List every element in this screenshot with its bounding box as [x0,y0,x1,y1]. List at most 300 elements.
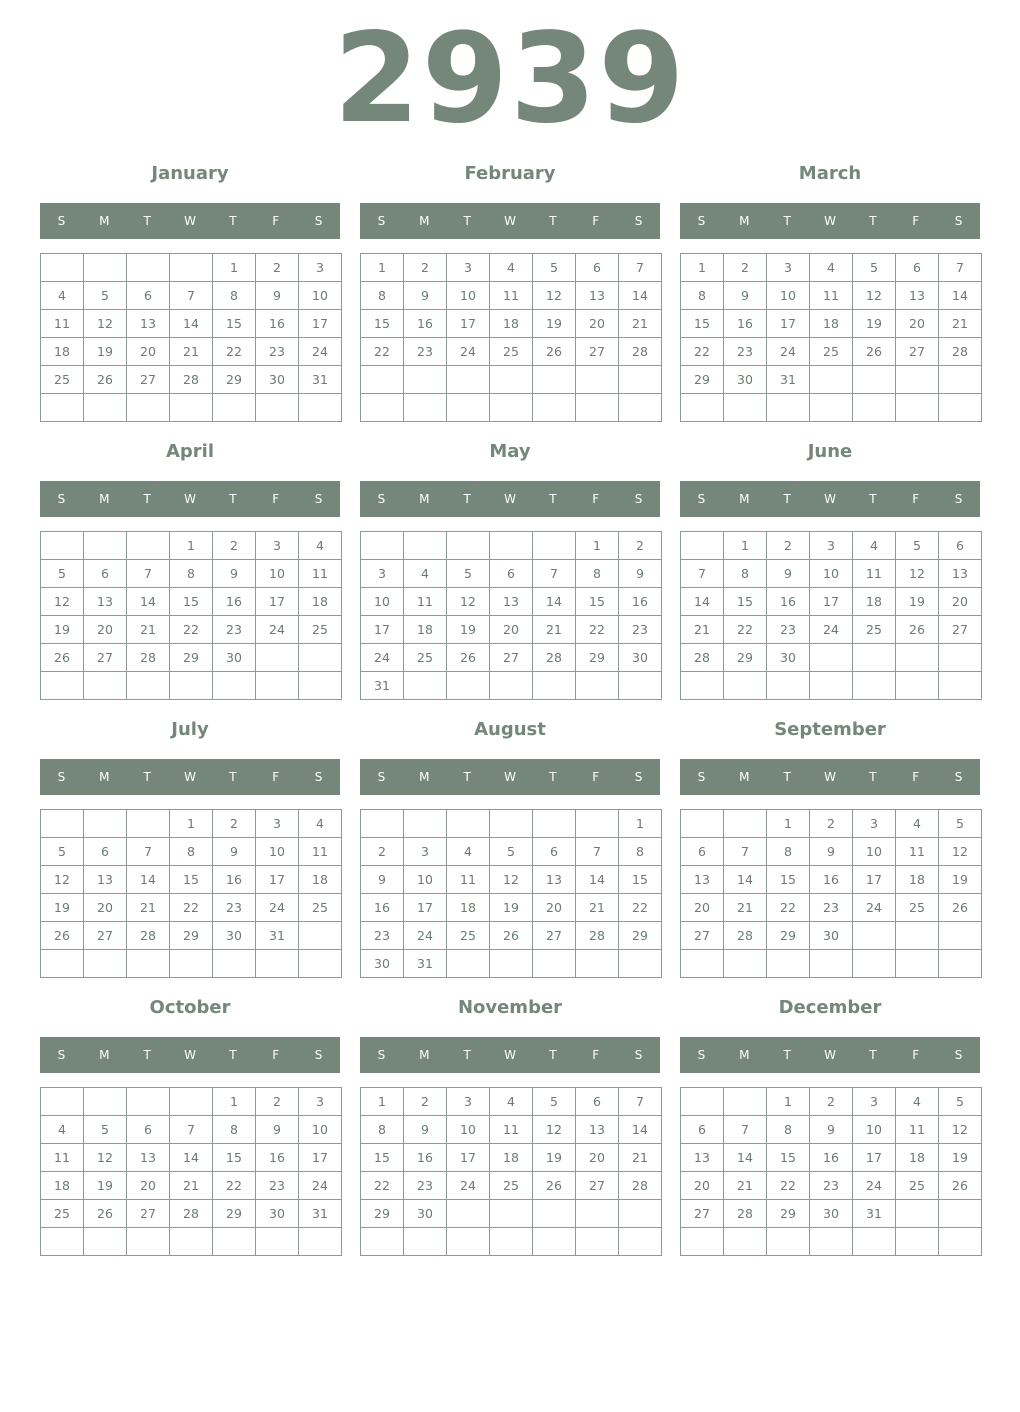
day-cell: 7 [724,838,767,866]
day-cell: 9 [213,838,256,866]
weekday-label: S [314,492,323,506]
day-cell: 19 [533,310,576,338]
day-cell: 22 [681,338,724,366]
day-cell: 23 [213,894,256,922]
weekday-label: T [463,492,471,506]
day-cell: 23 [213,616,256,644]
day-cell: 4 [853,532,896,560]
week-row [361,1172,662,1200]
day-cell: 4 [404,560,447,588]
day-cell: 26 [533,338,576,366]
empty-day-cell [170,394,213,422]
empty-day-cell [810,1228,853,1256]
empty-day-cell [490,366,533,394]
day-cell: 24 [853,894,896,922]
day-cell: 9 [404,1116,447,1144]
day-grid [360,1087,662,1256]
week-row [41,532,342,560]
day-cell: 10 [256,560,299,588]
day-cell: 21 [127,894,170,922]
day-cell: 8 [681,282,724,310]
day-cell: 22 [724,616,767,644]
week-row [41,922,342,950]
week-row [361,338,662,366]
week-row [681,532,982,560]
weekday-label: T [229,770,237,784]
empty-day-cell [724,672,767,700]
weekday-label: S [314,770,323,784]
empty-day-cell [681,1228,724,1256]
day-cell: 4 [896,1088,939,1116]
day-cell: 22 [767,894,810,922]
day-cell: 17 [299,310,342,338]
weekday-label: M [419,214,430,228]
week-row [41,866,342,894]
empty-day-cell [896,672,939,700]
weekday-label: T [143,1048,151,1062]
empty-day-cell [170,672,213,700]
day-cell: 21 [681,616,724,644]
day-cell: 16 [767,588,810,616]
day-cell: 29 [213,366,256,394]
empty-day-cell [619,1200,662,1228]
day-cell: 20 [127,338,170,366]
day-cell: 24 [256,894,299,922]
day-cell: 16 [619,588,662,616]
day-cell: 21 [939,310,982,338]
day-cell: 6 [576,1088,619,1116]
day-cell: 1 [767,810,810,838]
empty-day-cell [576,810,619,838]
weekday-label: S [314,214,323,228]
day-cell: 11 [41,1144,84,1172]
week-row [681,560,982,588]
day-cell: 2 [213,532,256,560]
day-cell: 10 [404,866,447,894]
day-cell: 27 [576,338,619,366]
month-name: May [489,441,531,462]
day-cell: 12 [41,866,84,894]
empty-day-cell [170,1088,213,1116]
empty-day-cell [939,1200,982,1228]
day-cell: 24 [853,1172,896,1200]
day-cell: 9 [404,282,447,310]
month-name: June [807,441,853,462]
day-cell: 6 [490,560,533,588]
day-cell: 28 [619,338,662,366]
day-cell: 6 [84,560,127,588]
day-cell: 1 [170,532,213,560]
day-cell: 29 [724,644,767,672]
day-cell: 4 [810,254,853,282]
empty-day-cell [576,1228,619,1256]
day-cell: 15 [767,1144,810,1172]
day-cell: 28 [576,922,619,950]
month-name: November [457,997,563,1018]
week-row [361,922,662,950]
day-cell: 17 [810,588,853,616]
week-row [681,310,982,338]
day-cell: 1 [361,254,404,282]
day-cell: 4 [490,1088,533,1116]
day-cell: 28 [170,1200,213,1228]
empty-day-cell [490,1228,533,1256]
day-cell: 30 [256,1200,299,1228]
week-row [41,1172,342,1200]
weekday-label: T [549,492,557,506]
day-cell: 8 [767,838,810,866]
weekday-label: S [697,214,706,228]
day-cell: 20 [84,616,127,644]
empty-day-cell [127,1228,170,1256]
weekday-label: T [229,492,237,506]
week-row [361,1088,662,1116]
weekday-label: T [143,770,151,784]
empty-day-cell [361,1228,404,1256]
day-cell: 4 [41,1116,84,1144]
day-cell: 14 [127,866,170,894]
empty-day-cell [127,1088,170,1116]
day-cell: 25 [299,616,342,644]
empty-day-cell [404,394,447,422]
empty-day-cell [939,644,982,672]
empty-day-cell [767,1228,810,1256]
day-cell: 8 [213,282,256,310]
day-cell: 23 [767,616,810,644]
weekday-label: W [824,492,836,506]
empty-day-cell [41,950,84,978]
day-cell: 27 [533,922,576,950]
day-grid [680,253,982,422]
weekday-label: W [184,1048,196,1062]
day-cell: 23 [810,1172,853,1200]
weekday-label: W [504,1048,516,1062]
empty-day-cell [896,1228,939,1256]
day-cell: 9 [619,560,662,588]
day-cell: 29 [170,644,213,672]
day-cell: 23 [404,1172,447,1200]
day-cell: 8 [170,838,213,866]
weekday-label: S [634,1048,643,1062]
day-cell: 18 [404,616,447,644]
empty-day-cell [810,394,853,422]
weekday-label: M [419,492,430,506]
empty-day-cell [896,950,939,978]
day-cell: 26 [41,922,84,950]
day-cell: 11 [810,282,853,310]
weekday-label: S [377,1048,386,1062]
day-cell: 24 [256,616,299,644]
weekday-label: W [504,492,516,506]
weekday-header [680,481,980,517]
day-cell: 31 [299,1200,342,1228]
weekday-label: M [739,770,750,784]
week-row [361,532,662,560]
empty-day-cell [256,950,299,978]
day-cell: 6 [576,254,619,282]
day-cell: 15 [681,310,724,338]
day-cell: 7 [127,838,170,866]
day-cell: 3 [361,560,404,588]
weekday-label: W [184,770,196,784]
week-row [361,282,662,310]
weekday-label: W [504,770,516,784]
day-cell: 2 [256,1088,299,1116]
empty-day-cell [170,254,213,282]
day-grid [680,531,982,700]
day-cell: 6 [127,1116,170,1144]
day-cell: 11 [447,866,490,894]
day-cell: 16 [256,1144,299,1172]
day-cell: 22 [619,894,662,922]
weekday-label: T [869,770,877,784]
weekday-label: F [912,1048,920,1062]
weekday-label: S [57,214,66,228]
weekday-label: W [824,770,836,784]
day-cell: 21 [170,338,213,366]
day-cell: 12 [939,838,982,866]
weekday-label: F [912,492,920,506]
day-cell: 2 [619,532,662,560]
day-cell: 14 [724,866,767,894]
empty-day-cell [84,254,127,282]
empty-day-cell [724,950,767,978]
week-row [361,810,662,838]
day-cell: 28 [127,644,170,672]
day-cell: 29 [619,922,662,950]
day-cell: 14 [576,866,619,894]
day-cell: 20 [681,894,724,922]
day-cell: 19 [939,1144,982,1172]
day-cell: 27 [84,644,127,672]
day-cell: 15 [767,866,810,894]
day-cell: 3 [404,838,447,866]
day-cell: 7 [127,560,170,588]
day-cell: 25 [41,366,84,394]
empty-day-cell [84,950,127,978]
week-row [41,1116,342,1144]
day-cell: 21 [619,310,662,338]
day-cell: 15 [361,1144,404,1172]
empty-day-cell [810,950,853,978]
day-cell: 27 [681,922,724,950]
day-cell: 14 [533,588,576,616]
weekday-label: F [592,492,600,506]
weekday-label: S [57,492,66,506]
day-cell: 7 [576,838,619,866]
day-cell: 19 [939,866,982,894]
weekday-label: S [57,770,66,784]
empty-day-cell [213,672,256,700]
week-row [681,644,982,672]
day-cell: 5 [853,254,896,282]
day-cell: 4 [41,282,84,310]
day-cell: 1 [213,1088,256,1116]
empty-day-cell [939,394,982,422]
day-cell: 1 [170,810,213,838]
day-cell: 3 [447,254,490,282]
week-row [361,616,662,644]
day-cell: 22 [361,338,404,366]
week-row [41,338,342,366]
day-cell: 11 [490,282,533,310]
weekday-label: M [739,492,750,506]
day-cell: 19 [447,616,490,644]
day-cell: 18 [447,894,490,922]
week-row [41,282,342,310]
day-cell: 5 [84,1116,127,1144]
empty-day-cell [533,1200,576,1228]
empty-day-cell [127,950,170,978]
day-cell: 17 [447,310,490,338]
weekday-label: S [634,492,643,506]
day-cell: 13 [896,282,939,310]
day-cell: 22 [213,338,256,366]
day-cell: 27 [127,366,170,394]
weekday-label: T [143,214,151,228]
day-cell: 23 [404,338,447,366]
empty-day-cell [853,644,896,672]
week-row [361,366,662,394]
empty-day-cell [299,672,342,700]
day-cell: 23 [810,894,853,922]
empty-day-cell [681,1088,724,1116]
day-cell: 21 [170,1172,213,1200]
empty-day-cell [619,394,662,422]
day-cell: 11 [853,560,896,588]
day-cell: 18 [490,310,533,338]
week-row [681,672,982,700]
day-cell: 27 [681,1200,724,1228]
day-cell: 3 [256,532,299,560]
day-cell: 7 [681,560,724,588]
week-row [361,254,662,282]
week-row [681,894,982,922]
day-cell: 9 [810,1116,853,1144]
empty-day-cell [767,672,810,700]
day-cell: 10 [256,838,299,866]
day-cell: 6 [84,838,127,866]
day-cell: 23 [619,616,662,644]
empty-day-cell [896,922,939,950]
empty-day-cell [41,810,84,838]
day-cell: 27 [84,922,127,950]
day-cell: 5 [939,810,982,838]
month-name: July [171,719,209,740]
day-cell: 25 [853,616,896,644]
day-cell: 19 [896,588,939,616]
day-cell: 28 [619,1172,662,1200]
day-cell: 20 [681,1172,724,1200]
empty-day-cell [533,810,576,838]
day-cell: 12 [447,588,490,616]
day-cell: 6 [939,532,982,560]
day-cell: 2 [404,254,447,282]
day-cell: 18 [896,866,939,894]
week-row [361,560,662,588]
empty-day-cell [619,366,662,394]
day-cell: 1 [681,254,724,282]
day-cell: 22 [576,616,619,644]
week-row [681,1144,982,1172]
empty-day-cell [767,950,810,978]
day-cell: 21 [724,894,767,922]
day-cell: 17 [853,1144,896,1172]
empty-day-cell [896,394,939,422]
day-cell: 8 [361,282,404,310]
empty-day-cell [533,672,576,700]
day-cell: 30 [213,922,256,950]
day-cell: 19 [490,894,533,922]
day-cell: 8 [170,560,213,588]
day-cell: 17 [853,866,896,894]
empty-day-cell [213,950,256,978]
day-cell: 24 [299,338,342,366]
weekday-label: F [592,770,600,784]
day-cell: 9 [256,1116,299,1144]
day-cell: 26 [853,338,896,366]
day-cell: 1 [213,254,256,282]
day-cell: 1 [361,1088,404,1116]
day-cell: 14 [619,282,662,310]
empty-day-cell [299,922,342,950]
day-cell: 7 [939,254,982,282]
day-cell: 10 [361,588,404,616]
day-cell: 18 [896,1144,939,1172]
weekday-label: F [592,214,600,228]
day-cell: 15 [576,588,619,616]
weekday-header [360,481,660,517]
day-cell: 9 [256,282,299,310]
empty-day-cell [619,1228,662,1256]
day-cell: 29 [170,922,213,950]
day-cell: 2 [810,1088,853,1116]
weekday-label: F [272,214,280,228]
day-cell: 30 [361,950,404,978]
week-row [41,644,342,672]
empty-day-cell [170,1228,213,1256]
day-cell: 11 [41,310,84,338]
day-cell: 6 [533,838,576,866]
day-cell: 5 [84,282,127,310]
weekday-header [40,203,340,239]
weekday-label: T [869,492,877,506]
week-row [41,394,342,422]
month-name: December [778,997,882,1018]
weekday-label: S [314,1048,323,1062]
day-cell: 20 [533,894,576,922]
day-cell: 24 [447,338,490,366]
empty-day-cell [404,366,447,394]
day-cell: 5 [41,560,84,588]
week-row [681,866,982,894]
day-cell: 16 [724,310,767,338]
day-cell: 19 [533,1144,576,1172]
day-cell: 6 [896,254,939,282]
day-cell: 5 [896,532,939,560]
empty-day-cell [896,1200,939,1228]
empty-day-cell [853,1228,896,1256]
empty-day-cell [256,394,299,422]
empty-day-cell [299,394,342,422]
weekday-label: T [463,1048,471,1062]
day-cell: 16 [810,866,853,894]
empty-day-cell [84,810,127,838]
weekday-header [40,481,340,517]
day-cell: 14 [127,588,170,616]
week-row [361,394,662,422]
day-cell: 21 [533,616,576,644]
